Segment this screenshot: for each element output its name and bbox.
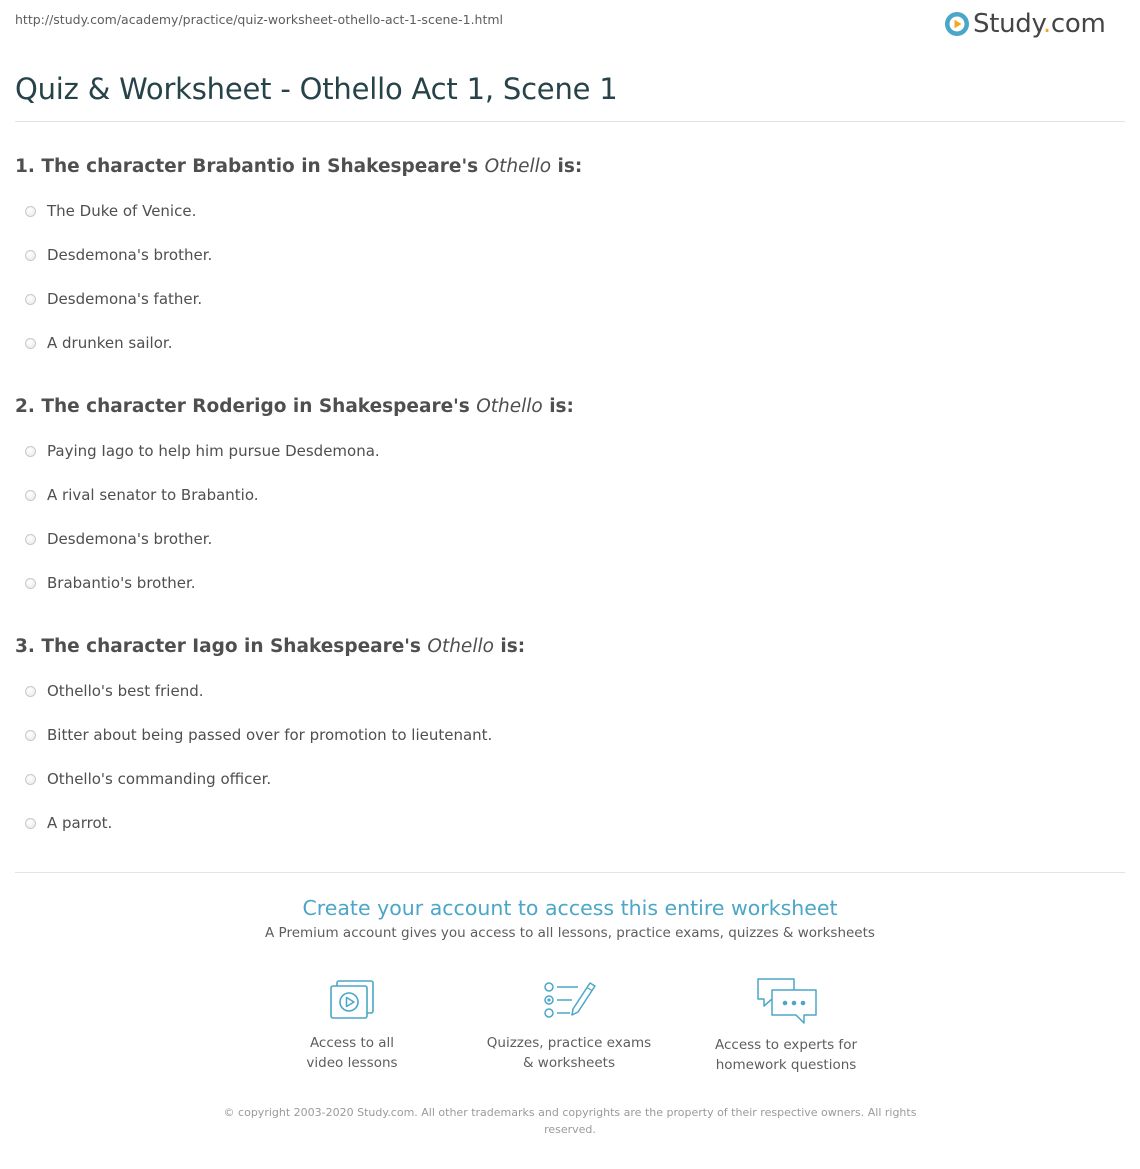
answer-label: The Duke of Venice. bbox=[47, 202, 197, 220]
radio-button[interactable] bbox=[25, 730, 36, 741]
feature-label-line: Quizzes, practice exams bbox=[486, 1035, 652, 1051]
radio-button[interactable] bbox=[25, 250, 36, 261]
feature-video-lessons bbox=[252, 975, 452, 1073]
radio-button[interactable] bbox=[25, 534, 36, 545]
answer-option[interactable] bbox=[15, 277, 1115, 321]
work-title: Othello bbox=[476, 396, 543, 417]
answer-label: Paying Iago to help him pursue Desdemona. bbox=[47, 442, 380, 460]
page-url: http://study.com/academy/practice/quiz-worksheet-othello-act-1-scene-1.html bbox=[15, 12, 504, 27]
answer-option[interactable] bbox=[15, 233, 1115, 277]
feature-label-line: Access to experts for bbox=[714, 1037, 857, 1053]
page-title: Quiz & Worksheet - Othello Act 1, Scene 1 bbox=[15, 72, 618, 106]
question-3 bbox=[15, 635, 1115, 845]
answer-label: A drunken sailor. bbox=[47, 334, 173, 352]
question-2 bbox=[15, 395, 1115, 605]
question-1 bbox=[15, 155, 1115, 365]
answer-label: Brabantio's brother. bbox=[47, 574, 196, 592]
answer-label: A rival senator to Brabantio. bbox=[47, 486, 259, 504]
answer-label: A parrot. bbox=[47, 814, 113, 832]
answer-option[interactable] bbox=[15, 561, 1115, 605]
answer-label: Othello's best friend. bbox=[47, 682, 204, 700]
study-logo[interactable] bbox=[944, 8, 1105, 40]
logo-text bbox=[973, 9, 1105, 39]
answer-options bbox=[15, 429, 1115, 605]
answer-option[interactable] bbox=[15, 473, 1115, 517]
question-suffix: is: bbox=[542, 396, 574, 417]
chat-bubbles-icon bbox=[754, 975, 818, 1027]
question-suffix: is: bbox=[551, 156, 583, 177]
signup-cta-link[interactable]: Create your account to access this entire worksheet bbox=[302, 896, 838, 920]
cta-subtitle: A Premium account gives you access to all lessons, practice exams, quizzes & worksheets bbox=[265, 925, 875, 941]
answer-option[interactable] bbox=[15, 517, 1115, 561]
question-prefix: 3. The character Iago in Shakespeare's bbox=[15, 636, 428, 657]
answer-option[interactable] bbox=[15, 757, 1115, 801]
feature-experts bbox=[686, 975, 886, 1075]
radio-button[interactable] bbox=[25, 338, 36, 349]
question-title bbox=[15, 635, 1115, 659]
video-lessons-icon bbox=[324, 975, 380, 1025]
answer-option[interactable] bbox=[15, 321, 1115, 365]
answer-option[interactable] bbox=[15, 713, 1115, 757]
logo-dot: . bbox=[1042, 9, 1051, 39]
feature-label-line: video lessons bbox=[306, 1055, 398, 1071]
answer-label: Desdemona's brother. bbox=[47, 246, 213, 264]
divider bbox=[15, 121, 1125, 122]
question-title bbox=[15, 395, 1115, 419]
answer-label: Desdemona's father. bbox=[47, 290, 203, 308]
question-prefix: 2. The character Roderigo in Shakespeare's bbox=[15, 396, 477, 417]
answer-label: Bitter about being passed over for promotion to lieutenant. bbox=[47, 726, 493, 744]
work-title: Othello bbox=[484, 156, 552, 177]
question-prefix: 1. The character Brabantio in Shakespeare's bbox=[15, 156, 485, 177]
radio-button[interactable] bbox=[25, 686, 36, 697]
radio-button[interactable] bbox=[25, 446, 36, 457]
logo-name: Study bbox=[973, 9, 1043, 39]
answer-option[interactable] bbox=[15, 669, 1115, 713]
question-title bbox=[15, 155, 1115, 179]
answer-option[interactable] bbox=[15, 801, 1115, 845]
answer-option[interactable] bbox=[15, 429, 1115, 473]
quiz-checklist-icon bbox=[540, 975, 598, 1025]
divider bbox=[15, 872, 1125, 873]
answer-option[interactable] bbox=[15, 189, 1115, 233]
feature-label bbox=[469, 1033, 669, 1073]
feature-label-line: & worksheets bbox=[522, 1055, 615, 1071]
feature-label-line: Access to all bbox=[309, 1035, 395, 1051]
work-title: Othello bbox=[427, 636, 494, 657]
feature-quizzes bbox=[469, 975, 669, 1073]
play-logo-icon bbox=[944, 11, 970, 37]
answer-label: Desdemona's brother. bbox=[47, 530, 213, 548]
feature-label-line: homework questions bbox=[715, 1057, 857, 1073]
radio-button[interactable] bbox=[25, 774, 36, 785]
feature-label bbox=[252, 1033, 452, 1073]
answer-options bbox=[15, 669, 1115, 845]
copyright-footer: © copyright 2003-2020 Study.com. All other trademarks and copyrights are the property of their respective owners. All rights reserved. bbox=[223, 1106, 917, 1136]
radio-button[interactable] bbox=[25, 490, 36, 501]
radio-button[interactable] bbox=[25, 578, 36, 589]
radio-button[interactable] bbox=[25, 206, 36, 217]
question-suffix: is: bbox=[493, 636, 526, 657]
feature-label bbox=[686, 1035, 886, 1075]
logo-tld: com bbox=[1050, 9, 1106, 39]
answer-options bbox=[15, 189, 1115, 365]
radio-button[interactable] bbox=[25, 294, 36, 305]
answer-label: Othello's commanding officer. bbox=[47, 770, 272, 788]
radio-button[interactable] bbox=[25, 818, 36, 829]
